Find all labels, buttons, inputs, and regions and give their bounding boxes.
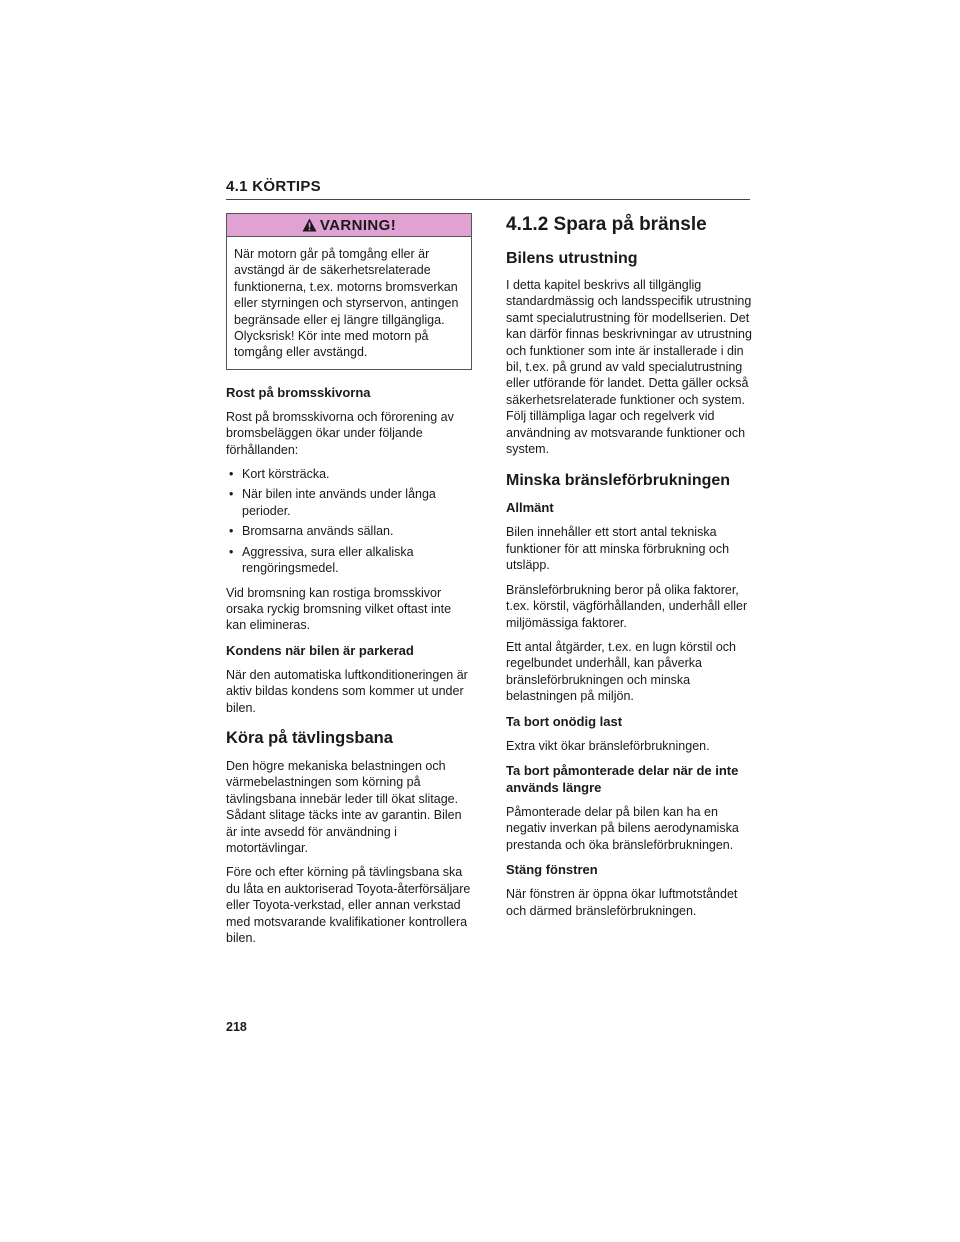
delar-text: Påmonterade delar på bilen kan ha en negativ inverkan på bilens aerodynamiska prestanda och öka bränsleförbrukningen. xyxy=(506,804,739,852)
left-column xyxy=(226,213,472,954)
tavling-heading: Köra på tävlingsbana xyxy=(226,728,393,747)
fonster-text: När fönstren är öppna ökar luftmotståndet och därmed bränsleförbrukningen. xyxy=(506,887,738,918)
last-text: Extra vikt ökar bränsleförbrukningen. xyxy=(506,738,710,753)
kondens-heading: Kondens när bilen är parkerad xyxy=(226,642,414,658)
utrustning-heading: Bilens utrustning xyxy=(506,250,638,267)
warning-text: När motorn går på tomgång eller är avstängd är de säkerhetsrelaterade funktionerna, t.ex. motorns bromsverkan eller styrningen och styrservon, antingen begränsade eller ej längre tillgängliga. Olycksrisk! Kör inte med motorn på tomgång eller avstängd. xyxy=(234,247,459,360)
allmant-paragraph-1: Bilen innehåller ett stort antal tekniska funktioner för att minska förbrukning och utsläpp. xyxy=(506,525,730,573)
allmant-paragraph-3: Ett antal åtgärder, t.ex. en lugn körstil och regelbundet underhåll, kan påverka bränsleförbrukningen och minska belastningen på miljön. xyxy=(506,639,736,704)
minska-heading: Minska bränsleförbrukningen xyxy=(506,472,731,490)
list-item: • Kort körsträcka. xyxy=(229,467,330,482)
last-heading: Ta bort onödig last xyxy=(506,713,623,729)
utrustning-text: I detta kapitel beskrivs all tillgänglig standardmässig och landsspecifik utrustning samt specialutrustning för modellserien. Det kan därför finnas beskrivningar av utrustning och funktioner som inte är installerade i din bil, t.ex. på grund av vald specialutrustning eller utförande för landet. Detta gäller också säkerhetsrelaterade funktioner och system. Följ tillämpliga lagar och regelverk vid användning av motsvarande funktioner och system. xyxy=(506,278,752,457)
rost-heading: Rost på bromsskivorna xyxy=(226,384,371,400)
delar-heading: Ta bort påmonterade delar när de inte används längre xyxy=(506,762,739,795)
rost-bullet-list xyxy=(226,466,472,576)
rost-intro: Rost på bromsskivorna och förorening av bromsbeläggen ökar under följande förhållanden: xyxy=(226,409,454,457)
list-item: • Aggressiva, sura eller alkaliska rengöringsmedel. xyxy=(229,544,414,576)
kondens-text: När den automatiska luftkonditioneringen är aktiv bildas kondens som kommer ut under bilen. xyxy=(226,667,468,715)
page-number: 218 xyxy=(226,1020,247,1034)
tavling-paragraph-2: Före och efter körning på tävlingsbana ska du låta en auktoriserad Toyota-återförsäljare eller Toyota-verkstad, eller annan verkstad med motsvarande kvalifikationer kontrollera bilen. xyxy=(226,865,471,945)
section-header: 4.1 KÖRTIPS xyxy=(226,178,750,200)
list-item: • När bilen inte används under långa perioder. xyxy=(229,487,436,518)
allmant-heading: Allmänt xyxy=(506,500,554,516)
warning-box xyxy=(226,213,472,370)
rost-outro: Vid bromsning kan rostiga bromsskivor orsaka ryckig bromsning vilket oftast inte kan elimineras. xyxy=(226,585,452,633)
allmant-paragraph-2: Bränsleförbrukning beror på olika faktorer, t.ex. körstil, vägförhållanden, underhåll eller miljömässiga faktorer. xyxy=(506,582,748,630)
fonster-heading: Stäng fönstren xyxy=(506,862,598,878)
warning-title: VARNING! xyxy=(319,216,397,234)
chapter-title: 4.1.2 Spara på bränsle xyxy=(506,214,707,235)
right-column xyxy=(506,213,754,927)
tavling-paragraph-1: Den högre mekaniska belastningen och värmebelastningen som körning på tävlingsbana innebär leder till ökat slitage. Sådant slitage täcks inte av garantin. Bilen är inte avsedd för användning i motortävlingar. xyxy=(226,758,462,855)
warning-triangle-icon xyxy=(302,218,317,232)
list-item: • Bromsarna används sällan. xyxy=(229,524,394,539)
warning-title-bar xyxy=(227,214,471,237)
